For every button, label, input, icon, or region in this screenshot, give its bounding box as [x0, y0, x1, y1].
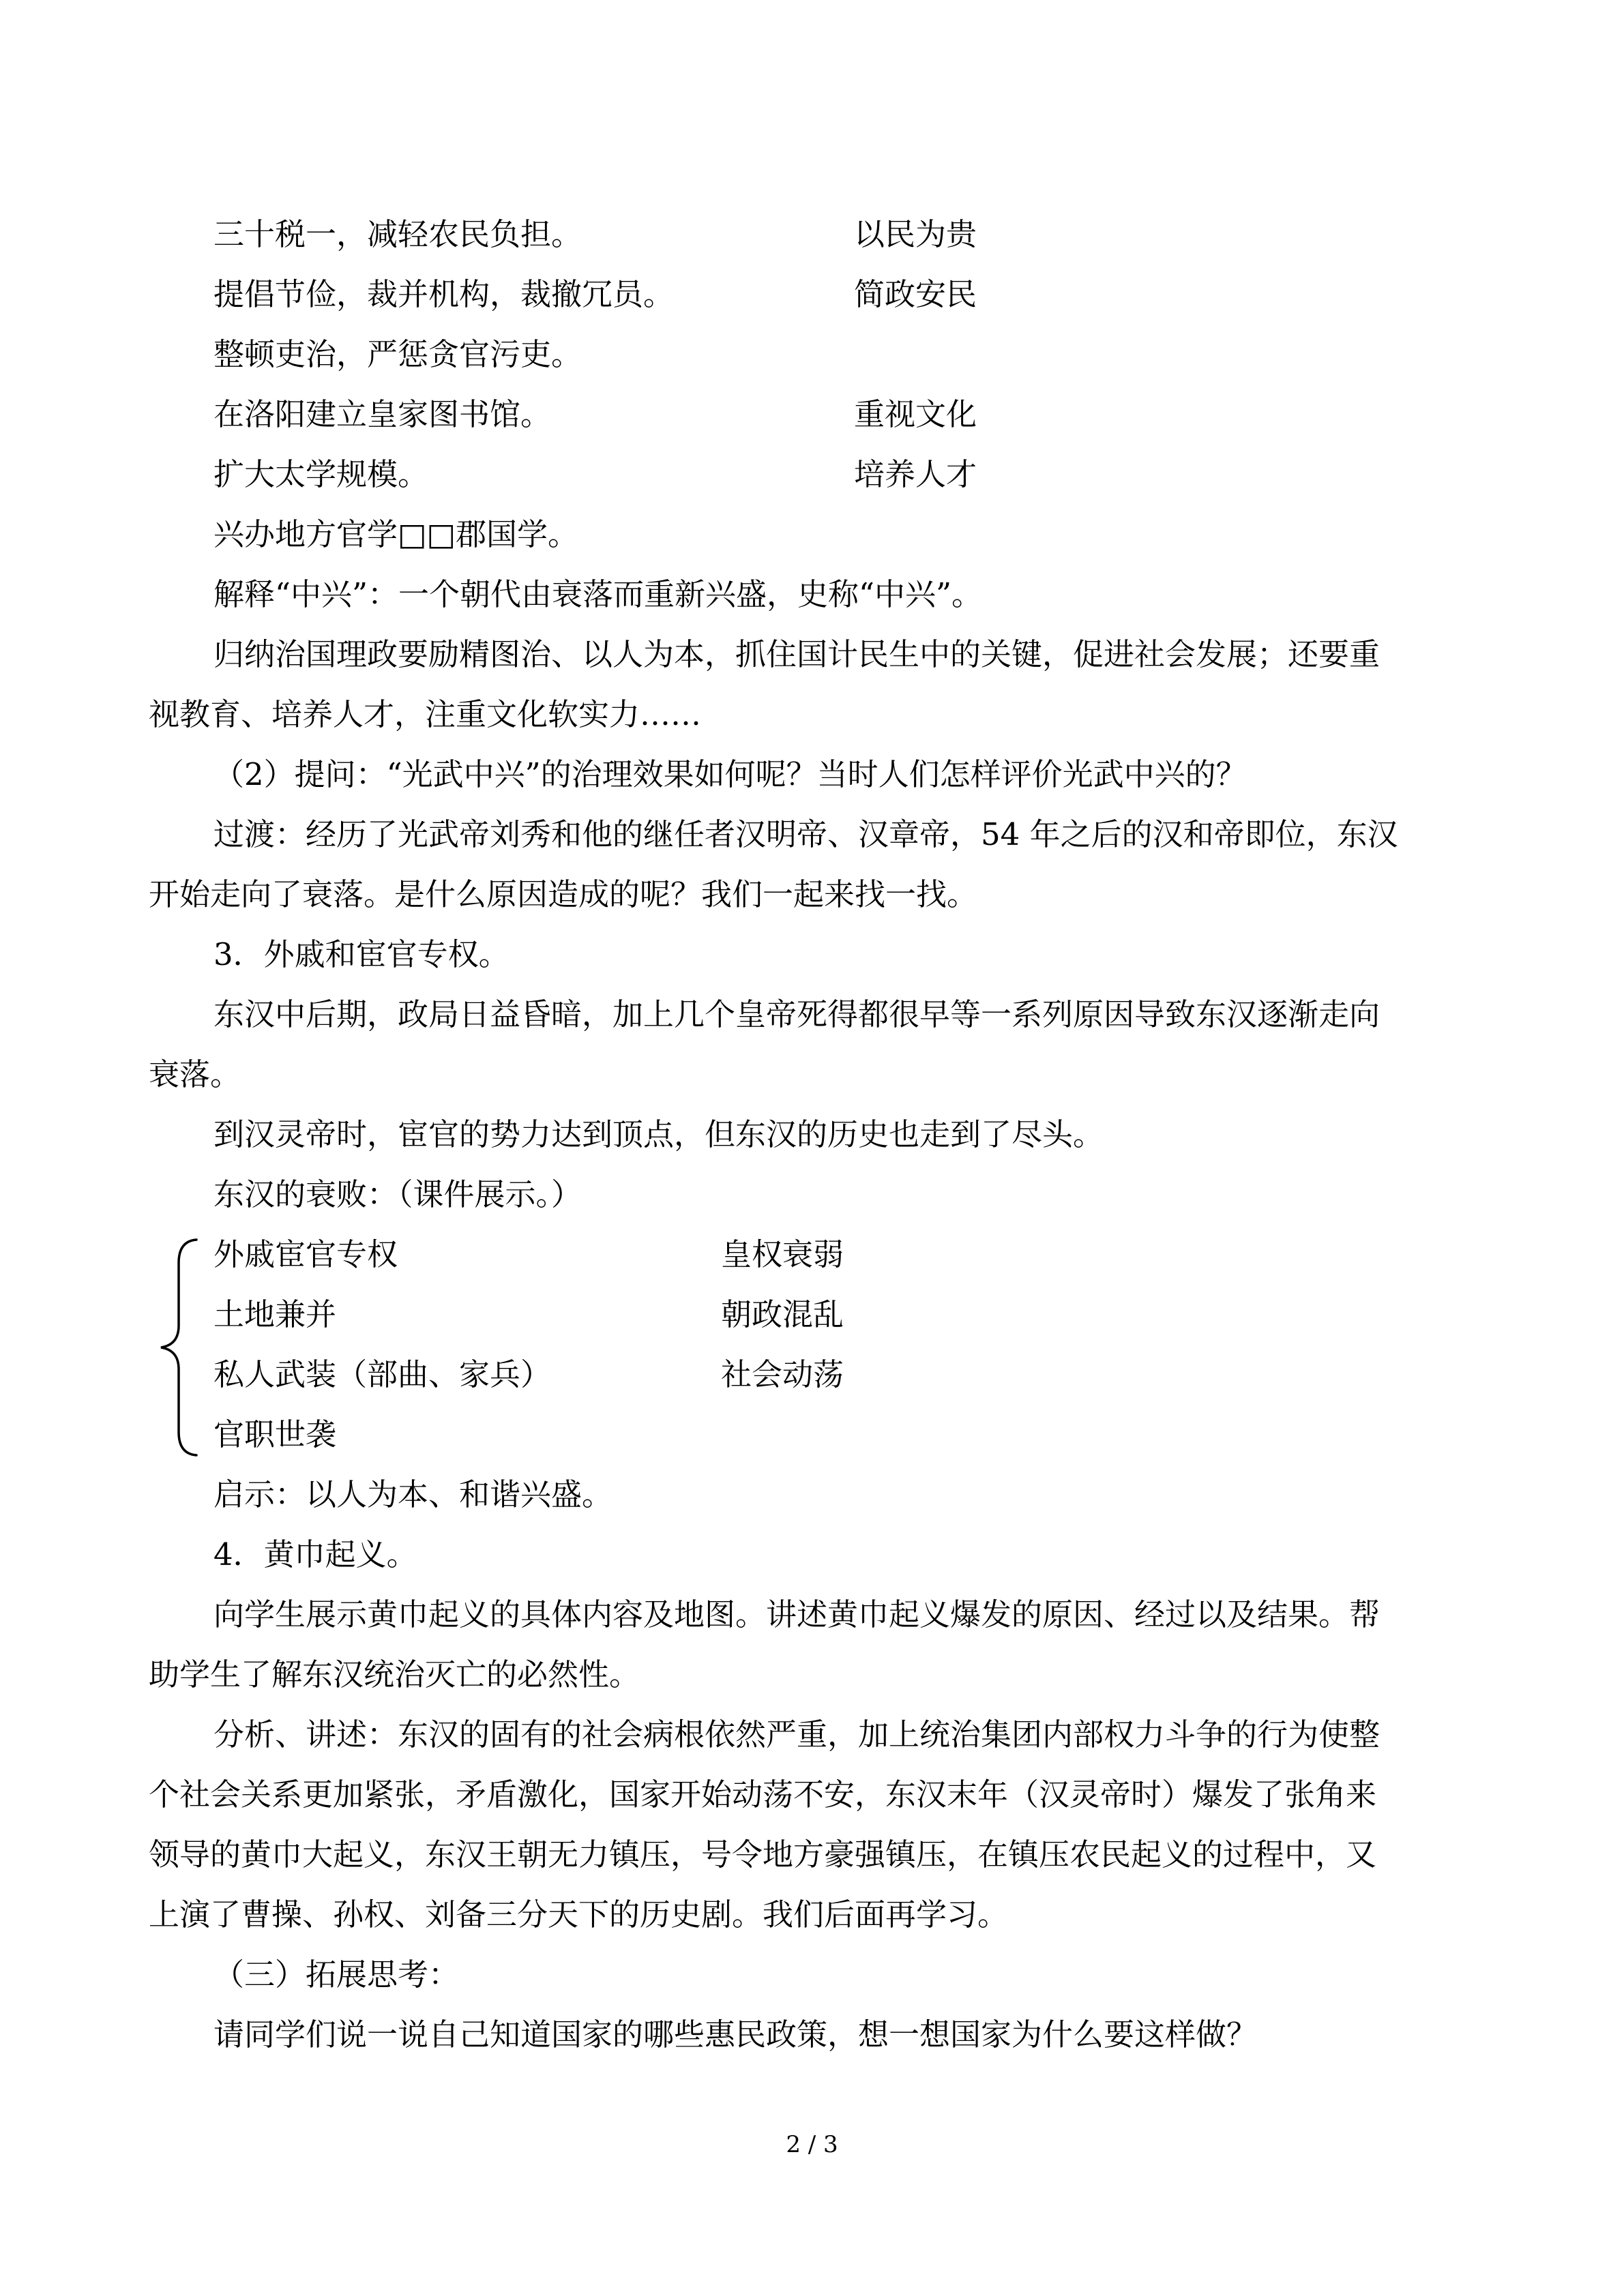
decay-cause-3: 私人武装（部曲、家兵） — [213, 1356, 552, 1392]
policy-meaning-4: 重视文化 — [854, 396, 977, 432]
analysis-line-2: 个社会关系更加紧张，矛盾激化，国家开始动荡不安，东汉末年（汉灵帝时）爆发了张角来 — [149, 1776, 1377, 1813]
decay-cause-4: 官职世袭 — [213, 1416, 337, 1452]
policy-measure-6: 兴办地方官学□□郡国学。 — [213, 516, 579, 552]
decay-cause-2: 土地兼并 — [213, 1296, 337, 1332]
transition-line-2: 开始走向了衰落。是什么原因造成的呢？我们一起来找一找。 — [149, 876, 978, 912]
decay-effect-2: 朝政混乱 — [721, 1296, 844, 1332]
curly-brace-icon — [156, 1236, 210, 1459]
enlightenment: 启示：以人为本、和谐兴盛。 — [213, 1476, 613, 1512]
policy-meaning-5: 培养人才 — [854, 456, 977, 492]
huangjin-line-2: 助学生了解东汉统治灭亡的必然性。 — [149, 1656, 640, 1693]
decay-cause-1: 外戚宦官专权 — [213, 1236, 398, 1272]
decline-line-2: 衰落。 — [149, 1056, 241, 1092]
policy-measure-4: 在洛阳建立皇家图书馆。 — [213, 396, 552, 432]
question-2: （2）提问：“光武中兴”的治理效果如何呢？当时人们怎样评价光武中兴的？ — [213, 756, 1247, 792]
lingdi-paragraph: 到汉灵帝时，宦官的势力达到顶点，但东汉的历史也走到了尽头。 — [213, 1116, 1104, 1152]
policy-meaning-2: 简政安民 — [854, 276, 977, 312]
decay-title: 东汉的衰败：（课件展示。） — [213, 1176, 582, 1212]
analysis-line-4: 上演了曹操、孙权、刘备三分天下的历史剧。我们后面再学习。 — [149, 1896, 1009, 1933]
section-heading-3: 3．外戚和宦官专权。 — [213, 936, 510, 972]
summary-line-1: 归纳治国理政要励精图治、以人为本，抓住国计民生中的关键，促进社会发展；还要重 — [213, 636, 1381, 672]
section-heading-extend: （三）拓展思考： — [213, 1956, 460, 1993]
policy-measure-1: 三十税一，减轻农民负担。 — [213, 216, 582, 252]
policy-measure-5: 扩大太学规模。 — [213, 456, 429, 492]
analysis-line-1: 分析、讲述：东汉的固有的社会病根依然严重，加上统治集团内部权力斗争的行为使整 — [213, 1716, 1381, 1753]
huangjin-line-1: 向学生展示黄巾起义的具体内容及地图。讲述黄巾起义爆发的原因、经过以及结果。帮 — [213, 1596, 1381, 1632]
policy-meaning-1: 以民为贵 — [854, 216, 977, 252]
page-number: 2 / 3 — [786, 2131, 838, 2158]
policy-measure-3: 整顿吏治，严惩贪官污吏。 — [213, 336, 582, 372]
section-heading-4: 4．黄巾起义。 — [213, 1536, 417, 1572]
analysis-line-3: 领导的黄巾大起义，东汉王朝无力镇压，号令地方豪强镇压，在镇压农民起义的过程中，又 — [149, 1836, 1377, 1873]
summary-line-2: 视教育、培养人才，注重文化软实力…… — [149, 696, 702, 732]
decline-line-1: 东汉中后期，政局日益昏暗，加上几个皇帝死得都很早等一系列原因导致东汉逐渐走向 — [213, 996, 1381, 1032]
decay-effect-3: 社会动荡 — [721, 1356, 844, 1392]
transition-line-1: 过渡：经历了光武帝刘秀和他的继任者汉明帝、汉章帝，54 年之后的汉和帝即位，东汉 — [213, 816, 1398, 852]
policy-measure-2: 提倡节俭，裁并机构，裁撤冗员。 — [213, 276, 675, 312]
decay-effect-1: 皇权衰弱 — [721, 1236, 844, 1272]
extend-question: 请同学们说一说自己知道国家的哪些惠民政策，想一想国家为什么要这样做？ — [213, 2016, 1258, 2053]
zhongxing-explanation: 解释“中兴”：一个朝代由衰落而重新兴盛，史称“中兴”。 — [213, 576, 983, 612]
